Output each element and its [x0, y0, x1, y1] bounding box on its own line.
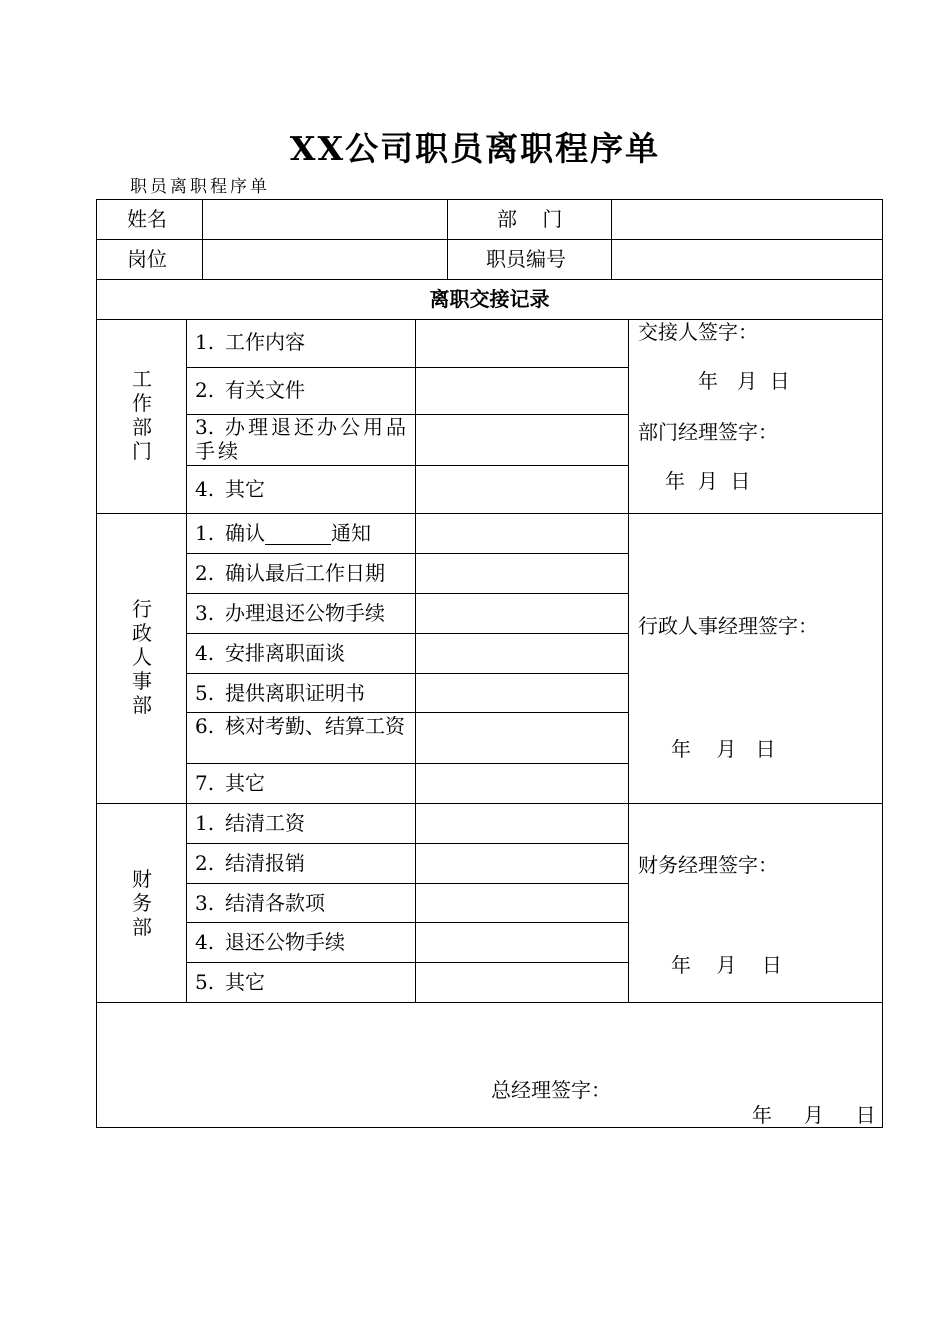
finance-item: 3. 结清各款项: [195, 891, 325, 915]
dept-label: 部 门: [497, 207, 563, 231]
table-rule: [186, 712, 629, 713]
table-rule: [186, 633, 629, 634]
finance-dept-label: 财务部: [132, 867, 152, 939]
table-rule: [186, 553, 629, 554]
table-border-bottom: [96, 1127, 883, 1128]
post-label: 岗位: [127, 247, 167, 271]
table-rule: [96, 513, 883, 514]
table-rule: [96, 319, 883, 320]
table-rule: [186, 843, 629, 844]
date-label: 年 月 日: [752, 1103, 876, 1127]
work-item-note[interactable]: [420, 330, 623, 354]
table-rule: [628, 319, 629, 1002]
table-rule: [186, 763, 629, 764]
finance-item: 4. 退还公物手续: [195, 930, 345, 954]
work-item: 3. 办理退还办公用品手续: [195, 415, 409, 463]
table-rule: [96, 803, 883, 804]
admin-item: 3. 办理退还公物手续: [195, 601, 385, 625]
table-border-top: [96, 199, 883, 200]
admin-item: 2. 确认最后工作日期: [195, 561, 385, 585]
table-rule: [96, 239, 883, 240]
table-border-right: [882, 199, 883, 1128]
finance-manager-sign-label: 财务经理签字：: [638, 853, 778, 877]
work-item-note[interactable]: [420, 477, 623, 501]
admin-item-note[interactable]: [420, 521, 623, 545]
table-rule: [186, 593, 629, 594]
admin-dept-label: 行政人事部: [132, 597, 152, 717]
finance-item-note[interactable]: [420, 811, 623, 835]
table-border-left: [96, 199, 97, 1128]
dept-manager-sign-label: 部门经理签字：: [638, 420, 778, 444]
work-item-note[interactable]: [420, 427, 623, 451]
admin-item-note[interactable]: [420, 726, 623, 750]
table-rule: [186, 962, 629, 963]
date-label: 年 月 日: [698, 369, 790, 393]
admin-item-note[interactable]: [420, 641, 623, 665]
table-rule: [186, 883, 629, 884]
handover-sign-label: 交接人签字：: [638, 320, 758, 344]
date-label: 年 月 日: [671, 737, 776, 761]
blank-underline: [265, 526, 331, 545]
finance-item-note[interactable]: [420, 970, 623, 994]
finance-item: 1. 结清工资: [195, 811, 305, 835]
admin-item-note[interactable]: [420, 561, 623, 585]
gm-sign-label: 总经理签字：: [491, 1078, 611, 1102]
table-rule: [96, 1002, 883, 1003]
admin-item: 1. 确认 通知: [195, 521, 371, 545]
table-rule: [96, 279, 883, 280]
table-rule: [186, 465, 629, 466]
admin-item: 4. 安排离职面谈: [195, 641, 345, 665]
admin-item: 7. 其它: [195, 771, 265, 795]
work-item: 1. 工作内容: [195, 330, 305, 354]
table-rule: [186, 922, 629, 923]
admin-item-note[interactable]: [420, 681, 623, 705]
finance-item-note[interactable]: [420, 930, 623, 954]
work-item-note[interactable]: [420, 378, 623, 402]
table-rule: [415, 319, 416, 1002]
admin-item-note[interactable]: [420, 771, 623, 795]
emp-no-label: 职员编号: [486, 247, 566, 271]
form-subtitle: 职员离职程序单: [130, 177, 270, 197]
work-item: 2. 有关文件: [195, 378, 305, 402]
admin-item: 5. 提供离职证明书: [195, 681, 365, 705]
finance-item: 2. 结清报销: [195, 851, 305, 875]
section-title: 离职交接记录: [429, 287, 550, 311]
page-title: XX公司职员离职程序单: [289, 129, 661, 168]
date-label: 年 月 日: [671, 953, 782, 977]
admin-item: 6. 核对考勤、结算工资: [195, 714, 405, 738]
table-rule: [186, 367, 629, 368]
finance-item-note[interactable]: [420, 851, 623, 875]
finance-item: 5. 其它: [195, 970, 265, 994]
work-dept-label: 工作部门: [132, 367, 152, 463]
admin-item-note[interactable]: [420, 601, 623, 625]
table-rule: [611, 199, 612, 279]
hr-manager-sign-label: 行政人事经理签字：: [638, 614, 818, 638]
table-rule: [447, 199, 448, 279]
work-item: 4. 其它: [195, 477, 265, 501]
name-label: 姓名: [127, 207, 167, 231]
finance-item-note[interactable]: [420, 891, 623, 915]
table-rule: [186, 673, 629, 674]
date-label: 年 月 日: [665, 469, 751, 493]
table-rule: [202, 199, 203, 279]
table-rule: [186, 319, 187, 1002]
